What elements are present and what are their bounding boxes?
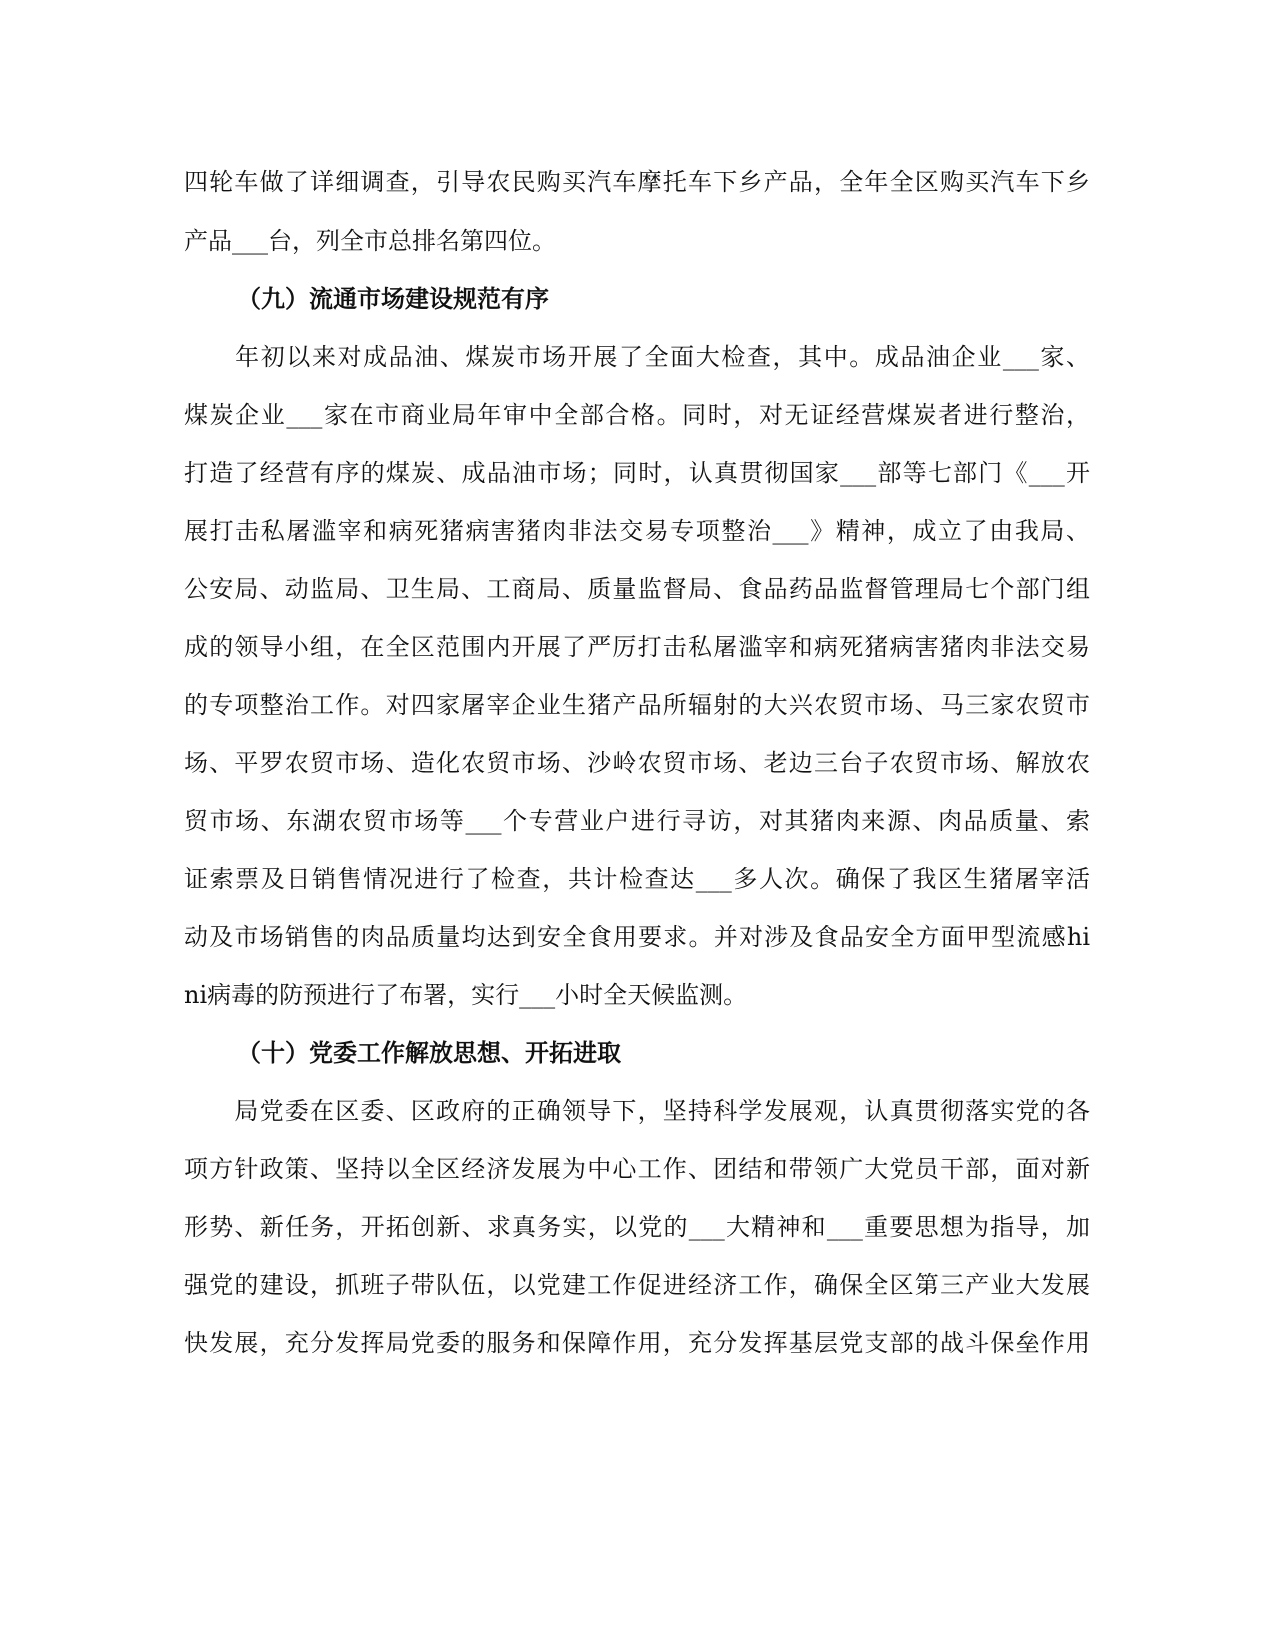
paragraph-line: 煤炭企业___家在市商业局年审中全部合格。同时，对无证经营煤炭者进行整治， [184, 401, 1090, 429]
paragraph-line: 的专项整治工作。对四家屠宰企业生猪产品所辐射的大兴农贸市场、马三家农贸市 [184, 691, 1090, 719]
paragraph-line: ni病毒的防预进行了布署，实行___小时全天候监测。 [184, 981, 748, 1009]
paragraph-line: 年初以来对成品油、煤炭市场开展了全面大检查，其中。成品油企业___家、 [184, 343, 1090, 371]
section-heading: （十）党委工作解放思想、开拓进取 [237, 1038, 621, 1067]
paragraph-line: 四轮车做了详细调查，引导农民购买汽车摩托车下乡产品，全年全区购买汽车下乡 [184, 168, 1090, 196]
paragraph-line: 动及市场销售的肉品质量均达到安全食用要求。并对涉及食品安全方面甲型流感hi [184, 923, 1090, 951]
paragraph-line: 打造了经营有序的煤炭、成品油市场；同时，认真贯彻国家___部等七部门《___开 [184, 459, 1090, 487]
paragraph-line: 快发展，充分发挥局党委的服务和保障作用，充分发挥基层党支部的战斗保垒作用 [184, 1329, 1090, 1357]
paragraph-line: 展打击私屠滥宰和病死猪病害猪肉非法交易专项整治___》精神，成立了由我局、 [184, 517, 1090, 545]
paragraph-line: 证索票及日销售情况进行了检查，共计检查达___多人次。确保了我区生猪屠宰活 [184, 865, 1090, 893]
paragraph-line: 产品___台，列全市总排名第四位。 [184, 227, 556, 255]
paragraph-line: 贸市场、东湖农贸市场等___个专营业户进行寻访，对其猪肉来源、肉品质量、索 [184, 807, 1090, 835]
section-heading: （九）流通市场建设规范有序 [237, 284, 549, 313]
paragraph-line: 成的领导小组，在全区范围内开展了严厉打击私屠滥宰和病死猪病害猪肉非法交易 [184, 633, 1090, 661]
paragraph-line: 公安局、动监局、卫生局、工商局、质量监督局、食品药品监督管理局七个部门组 [184, 575, 1090, 603]
paragraph-line: 形势、新任务，开拓创新、求真务实，以党的___大精神和___重要思想为指导，加 [184, 1213, 1090, 1241]
paragraph-line: 项方针政策、坚持以全区经济发展为中心工作、团结和带领广大党员干部，面对新 [184, 1155, 1090, 1183]
paragraph-line: 强党的建设，抓班子带队伍，以党建工作促进经济工作，确保全区第三产业大发展 [184, 1271, 1090, 1299]
paragraph-line: 局党委在区委、区政府的正确领导下，坚持科学发展观，认真贯彻落实党的各 [184, 1097, 1090, 1125]
paragraph-line: 场、平罗农贸市场、造化农贸市场、沙岭农贸市场、老边三台子农贸市场、解放农 [184, 749, 1090, 777]
